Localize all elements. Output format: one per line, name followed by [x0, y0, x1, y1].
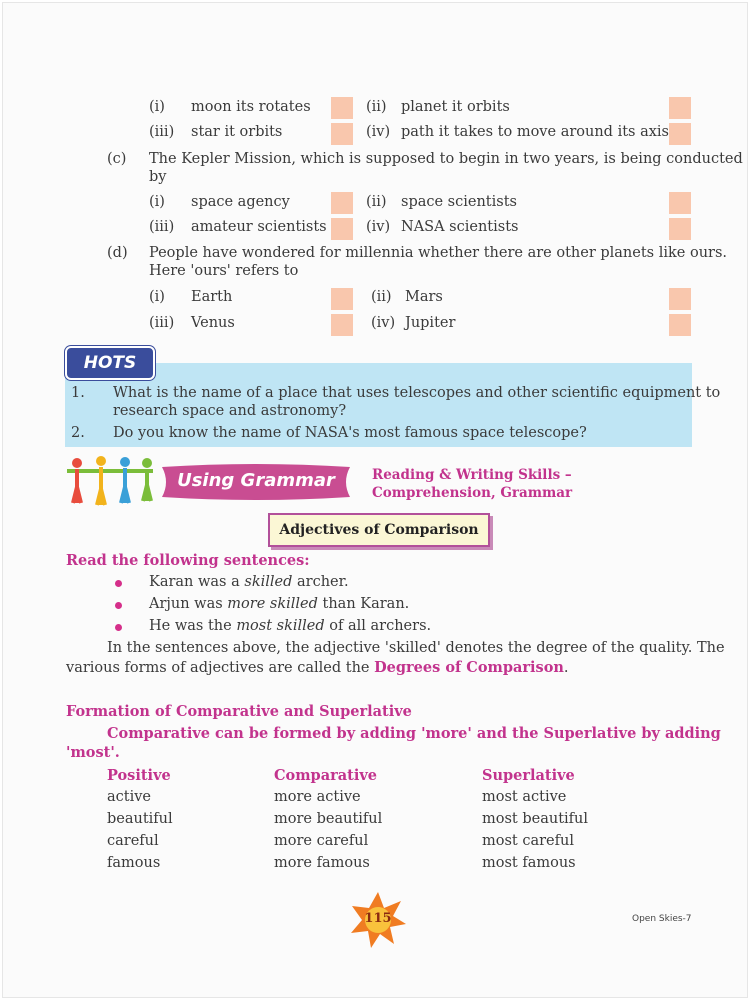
answer-checkbox[interactable]	[331, 123, 353, 145]
q-b-opt1-num: (i)	[149, 99, 165, 115]
answer-checkbox[interactable]	[669, 97, 691, 119]
table-cell: most famous	[482, 855, 576, 871]
table-cell: more beautiful	[274, 811, 383, 827]
q-d-text-line2: Here 'ours' refers to	[149, 263, 299, 279]
col-header-positive: Positive	[107, 767, 171, 784]
col-header-comparative: Comparative	[274, 767, 377, 784]
q-c-opt3-text: amateur scientists	[191, 219, 327, 235]
explanation-line1: In the sentences above, the adjective 'skilled' denotes the degree of the quality. The	[107, 640, 725, 656]
q-b-opt2-num: (ii)	[366, 99, 387, 115]
q-d-opt3-num: (iii)	[149, 315, 175, 331]
formation-heading: Formation of Comparative and Superlative	[66, 703, 412, 720]
q-d-opt4-text: Jupiter	[405, 315, 456, 331]
q-c-label: (c)	[107, 151, 127, 167]
table-cell: active	[107, 789, 152, 805]
hots-title: HOTS	[83, 353, 137, 373]
q-c-opt3-num: (iii)	[149, 219, 175, 235]
table-cell: most careful	[482, 833, 574, 849]
q-d-label: (d)	[107, 245, 128, 261]
hots-q1-line2: research space and astronomy?	[113, 403, 347, 419]
q-c-opt1-num: (i)	[149, 194, 165, 210]
children-figures-icon	[63, 453, 155, 509]
sentence-3: He was the most skilled of all archers.	[149, 618, 432, 634]
q-c-text-line2: by	[149, 169, 167, 185]
answer-checkbox[interactable]	[331, 288, 353, 310]
q-c-opt4-num: (iv)	[366, 219, 391, 235]
q-c-opt1-text: space agency	[191, 194, 290, 210]
instruction-heading: Read the following sentences:	[66, 552, 310, 569]
formation-rule-line1: Comparative can be formed by adding 'more' and the Superlative by adding	[107, 725, 721, 742]
using-grammar-title: Using Grammar	[177, 470, 335, 491]
hots-q2-num: 2.	[71, 425, 85, 441]
answer-checkbox[interactable]	[331, 218, 353, 240]
hots-tab	[65, 346, 155, 380]
answer-checkbox[interactable]	[669, 218, 691, 240]
sentence-1: Karan was a skilled archer.	[149, 574, 349, 590]
q-d-opt2-num: (ii)	[371, 289, 392, 305]
q-d-opt2-text: Mars	[405, 289, 443, 305]
answer-checkbox[interactable]	[669, 192, 691, 214]
q-b-opt1-text: moon its rotates	[191, 99, 311, 115]
q-c-opt2-num: (ii)	[366, 194, 387, 210]
q-b-opt4-text: path it takes to move around its axis	[401, 124, 669, 140]
table-cell: more careful	[274, 833, 369, 849]
page	[2, 2, 748, 998]
q-b-opt4-num: (iv)	[366, 124, 391, 140]
answer-checkbox[interactable]	[669, 314, 691, 336]
table-cell: more famous	[274, 855, 370, 871]
explanation-line2: various forms of adjectives are called the Degrees of Comparison.	[66, 659, 569, 676]
table-cell: careful	[107, 833, 159, 849]
skills-line2: Comprehension, Grammar	[372, 485, 573, 501]
sentence-2: Arjun was more skilled than Karan.	[149, 596, 410, 612]
hots-q1-line1: What is the name of a place that uses telescopes and other scientific equipment to	[113, 385, 721, 401]
q-b-opt3-text: star it orbits	[191, 124, 283, 140]
q-b-opt2-text: planet it orbits	[401, 99, 510, 115]
q-d-opt1-text: Earth	[191, 289, 233, 305]
bullet-icon	[115, 580, 122, 587]
q-b-opt3-num: (iii)	[149, 124, 175, 140]
q-d-opt3-text: Venus	[191, 315, 235, 331]
table-cell: most active	[482, 789, 567, 805]
page-number: 115	[364, 911, 392, 926]
table-cell: beautiful	[107, 811, 173, 827]
answer-checkbox[interactable]	[331, 97, 353, 119]
q-c-opt4-text: NASA scientists	[401, 219, 519, 235]
table-cell: more active	[274, 789, 361, 805]
answer-checkbox[interactable]	[331, 314, 353, 336]
q-d-opt4-num: (iv)	[371, 315, 396, 331]
answer-checkbox[interactable]	[331, 192, 353, 214]
bullet-icon	[115, 602, 122, 609]
q-d-text-line1: People have wondered for millennia whether there are other planets like ours.	[149, 245, 728, 261]
answer-checkbox[interactable]	[669, 288, 691, 310]
hots-q2-text: Do you know the name of NASA's most famous space telescope?	[113, 425, 587, 441]
table-cell: most beautiful	[482, 811, 589, 827]
bullet-icon	[115, 624, 122, 631]
skills-line1: Reading & Writing Skills –	[372, 467, 572, 483]
book-title: Open Skies-7	[632, 914, 692, 924]
formation-rule-line2: 'most'.	[66, 744, 120, 761]
q-d-opt1-num: (i)	[149, 289, 165, 305]
col-header-superlative: Superlative	[482, 767, 575, 784]
hots-q1-num: 1.	[71, 385, 85, 401]
q-c-opt2-text: space scientists	[401, 194, 517, 210]
answer-checkbox[interactable]	[669, 123, 691, 145]
topic-box	[268, 513, 490, 547]
q-c-text-line1: The Kepler Mission, which is supposed to begin in two years, is being conducted	[149, 151, 743, 167]
topic-title: Adjectives of Comparison	[279, 522, 479, 538]
table-cell: famous	[107, 855, 161, 871]
